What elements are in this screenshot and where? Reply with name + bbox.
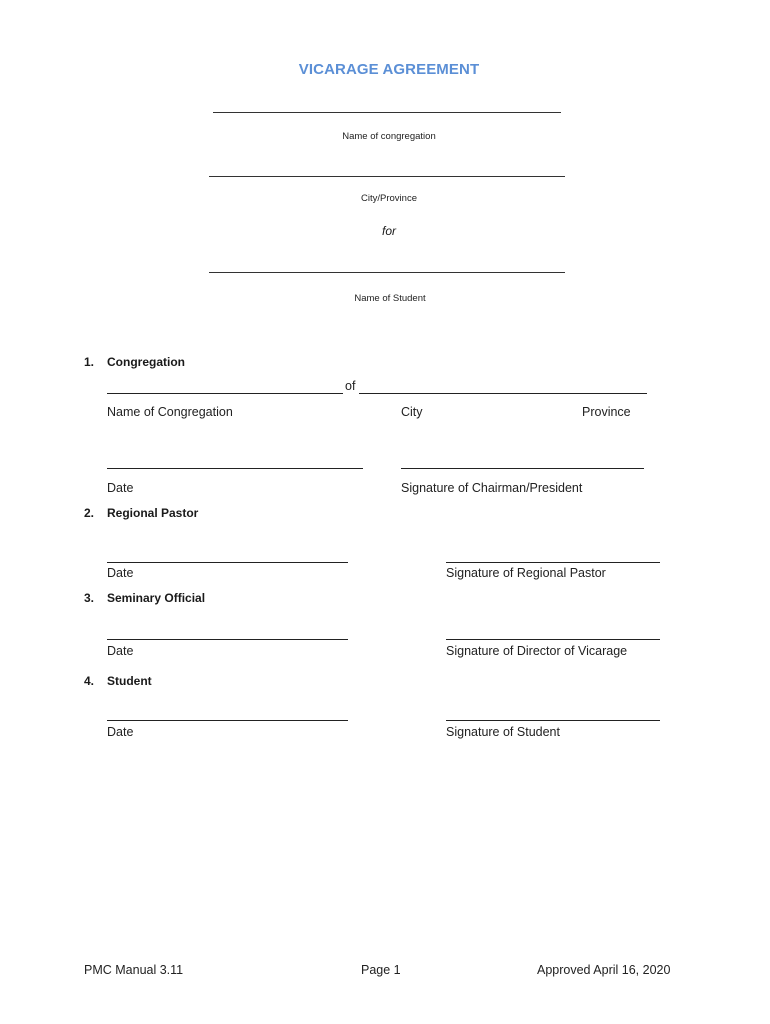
document-title: VICARAGE AGREEMENT: [298, 61, 480, 78]
section-1-signature-field[interactable]: [401, 468, 644, 469]
section-3-signature-label: Signature of Director of Vicarage: [446, 644, 628, 658]
section-4-title: Student: [107, 674, 152, 688]
section-3-date-label: Date: [107, 644, 134, 658]
student-name-caption: Name of Student: [354, 293, 426, 304]
name-of-congregation-label: Name of Congregation: [107, 405, 233, 419]
section-2-signature-field[interactable]: [446, 562, 660, 563]
section-1-number: 1.: [84, 355, 95, 369]
footer-page-number: Page 1: [361, 963, 401, 977]
section-1-date-label: Date: [107, 481, 134, 495]
of-text: of: [345, 379, 356, 393]
section-3-date-field[interactable]: [107, 639, 348, 640]
section-2-number: 2.: [84, 506, 95, 520]
section-4-signature-label: Signature of Student: [446, 725, 560, 739]
section-4-date-label: Date: [107, 725, 134, 739]
section-2-date-label: Date: [107, 566, 134, 580]
congregation-name-caption: Name of congregation: [342, 131, 436, 142]
section-2-date-field[interactable]: [107, 562, 348, 563]
section-4-signature-field[interactable]: [446, 720, 660, 721]
city-label: City: [401, 405, 423, 419]
student-name-line[interactable]: [209, 272, 565, 273]
city-province-line[interactable]: [209, 176, 565, 177]
section-3-title: Seminary Official: [107, 591, 206, 605]
section-1-title: Congregation: [107, 355, 185, 369]
for-text: for: [381, 224, 396, 238]
footer-approved-date: Approved April 16, 2020: [537, 963, 671, 977]
section-4-number: 4.: [84, 674, 95, 688]
section-3-number: 3.: [84, 591, 95, 605]
section-1-date-field[interactable]: [107, 468, 363, 469]
city-province-caption: City/Province: [361, 193, 417, 204]
section-4-date-field[interactable]: [107, 720, 348, 721]
congregation-name-field[interactable]: [107, 393, 343, 394]
footer-manual: PMC Manual 3.11: [84, 963, 184, 977]
section-2-title: Regional Pastor: [107, 506, 199, 520]
city-province-field[interactable]: [359, 393, 647, 394]
congregation-name-line[interactable]: [213, 112, 561, 113]
section-1-signature-label: Signature of Chairman/President: [401, 481, 583, 495]
province-label: Province: [582, 405, 631, 419]
section-3-signature-field[interactable]: [446, 639, 660, 640]
section-2-signature-label: Signature of Regional Pastor: [446, 566, 606, 580]
